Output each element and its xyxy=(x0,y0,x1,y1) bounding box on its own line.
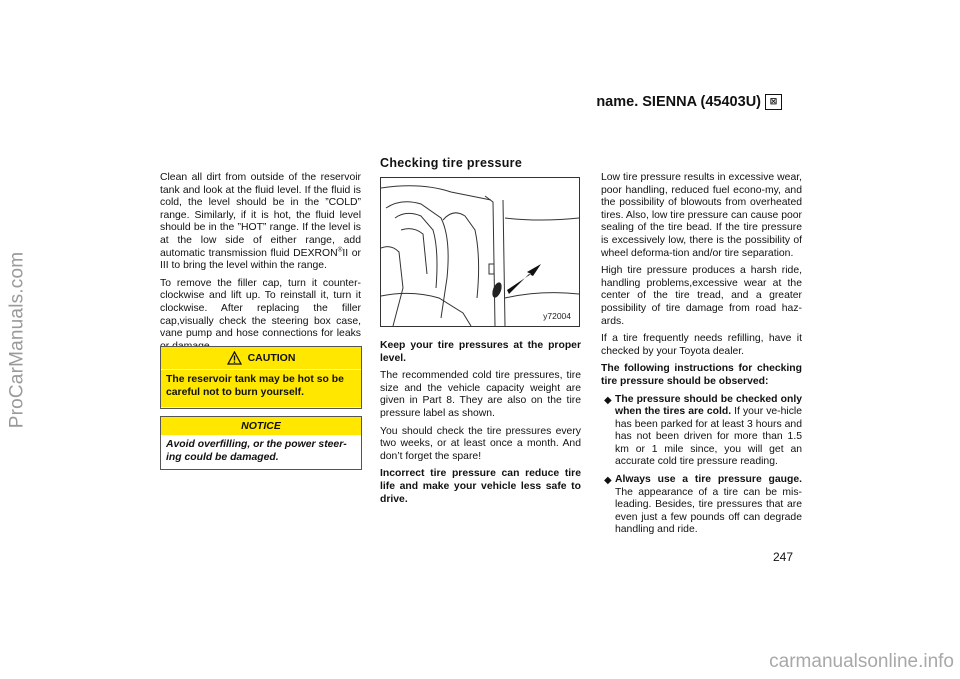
page-header xyxy=(596,94,782,110)
caution-heading: CAUTION xyxy=(247,352,296,364)
instruction-list xyxy=(601,394,802,538)
col3-paragraph-3: If a tire frequently needs refilling, have it checked by your Toyota dealer. xyxy=(601,333,802,357)
col3-paragraph-2: High tire pressure produces a harsh ride, handling problems,excessive wear at the center of the tire tread, and a greater possibility of tire damage from road haz-ards. xyxy=(601,265,802,327)
bullet-bold: The pressure should be checked only when the tires are cold. xyxy=(615,393,802,418)
col1-paragraph-2: To remove the filler cap, turn it counter-clockwise and lift up. To reinstall it, turn it clockwise. After replacing the filler cap,visually check the steering box case, vane pump and hose connections for leaks xyxy=(160,277,361,340)
notice-text: Avoid overfilling, or the power steer-ing could be damaged. xyxy=(166,439,347,463)
col2-paragraph-1: The recommended cold tire pressures, tire size and the vehicle capacity weight are given in Part 8. They are also on the tire pressure label as shown. xyxy=(380,370,581,419)
column-1 xyxy=(160,172,361,358)
header-title: name. SIENNA (45403U) xyxy=(596,94,761,110)
column-3 xyxy=(601,172,802,542)
bullet-text: The appearance of a tire can be mis-leading. Besides, tire pressures that are even just a few pounds off can degrade handling and ride. xyxy=(615,486,802,536)
side-watermark-text: ProCarManuals.com xyxy=(6,251,28,428)
tire-label-figure xyxy=(380,177,580,327)
caution-text: The reservoir tank may be hot so be careful not to burn yourself. xyxy=(161,370,361,407)
list-item xyxy=(601,474,802,537)
col3-paragraph-1: Low tire pressure results in excessive wear, poor handling, reduced fuel econo-my, and the possibility of blowouts from overheated tires. Also, low tire pressure can cause poor sealing of the tire bead. If the tire pressure is excessively low, there is the possibility of wheel deforma-tion and/or tire separation. xyxy=(601,172,802,259)
col2-warning: Incorrect tire pressure can reduce tire life and make your vehicle less safe to drive. xyxy=(380,468,581,505)
caution-header xyxy=(161,347,361,369)
bottom-watermark: carmanualsonline.info xyxy=(769,651,954,672)
col1-p1-text: Clean all dirt from outside of the reservoir tank and look at the fluid level. If the fluid is cold, the level should be in the ”COLD” range. Similarly, if it is hot, the fluid level should be in the ”HOT” range. If the level is at the low side of either range, add automatic transmission fluid DEXRON xyxy=(160,172,361,259)
bullet-icon: ◆ xyxy=(604,475,612,487)
notice-box xyxy=(160,416,362,470)
door-jamb-illustration xyxy=(381,178,579,326)
registered-mark: ® xyxy=(337,246,343,254)
section-title: Checking tire pressure xyxy=(380,156,523,170)
warning-triangle-icon xyxy=(227,351,242,365)
bullet-bold: Always use a tire pressure gauge. xyxy=(615,474,802,486)
list-item xyxy=(601,394,802,470)
caution-box xyxy=(160,346,362,409)
page-number: 247 xyxy=(773,550,794,564)
col2-paragraph-2: You should check the tire pressures every two weeks, or at least once a month. And don’t forget the spare! xyxy=(380,425,581,462)
col2-lead: Keep your tire pressures at the proper level. xyxy=(380,340,581,364)
bullet-text: If your ve-hicle has been parked for at least 3 hours and has not been driven for more than 1.5 km or 1 mile since, you will get an accurate cold tire pressure reading. xyxy=(615,406,803,468)
col1-paragraph-1 xyxy=(160,172,361,273)
column-2 xyxy=(380,340,581,511)
bullet-icon: ◆ xyxy=(604,394,612,406)
col3-instructions-lead: The following instructions for checking tire pressure should be observed: xyxy=(601,363,802,387)
side-watermark xyxy=(2,0,32,679)
figure-id: y72004 xyxy=(543,311,571,321)
notice-heading: NOTICE xyxy=(161,417,361,435)
col1-p1-end: II or III to bring the level within the range. xyxy=(160,247,361,272)
book-icon: ⊠ xyxy=(765,94,782,110)
